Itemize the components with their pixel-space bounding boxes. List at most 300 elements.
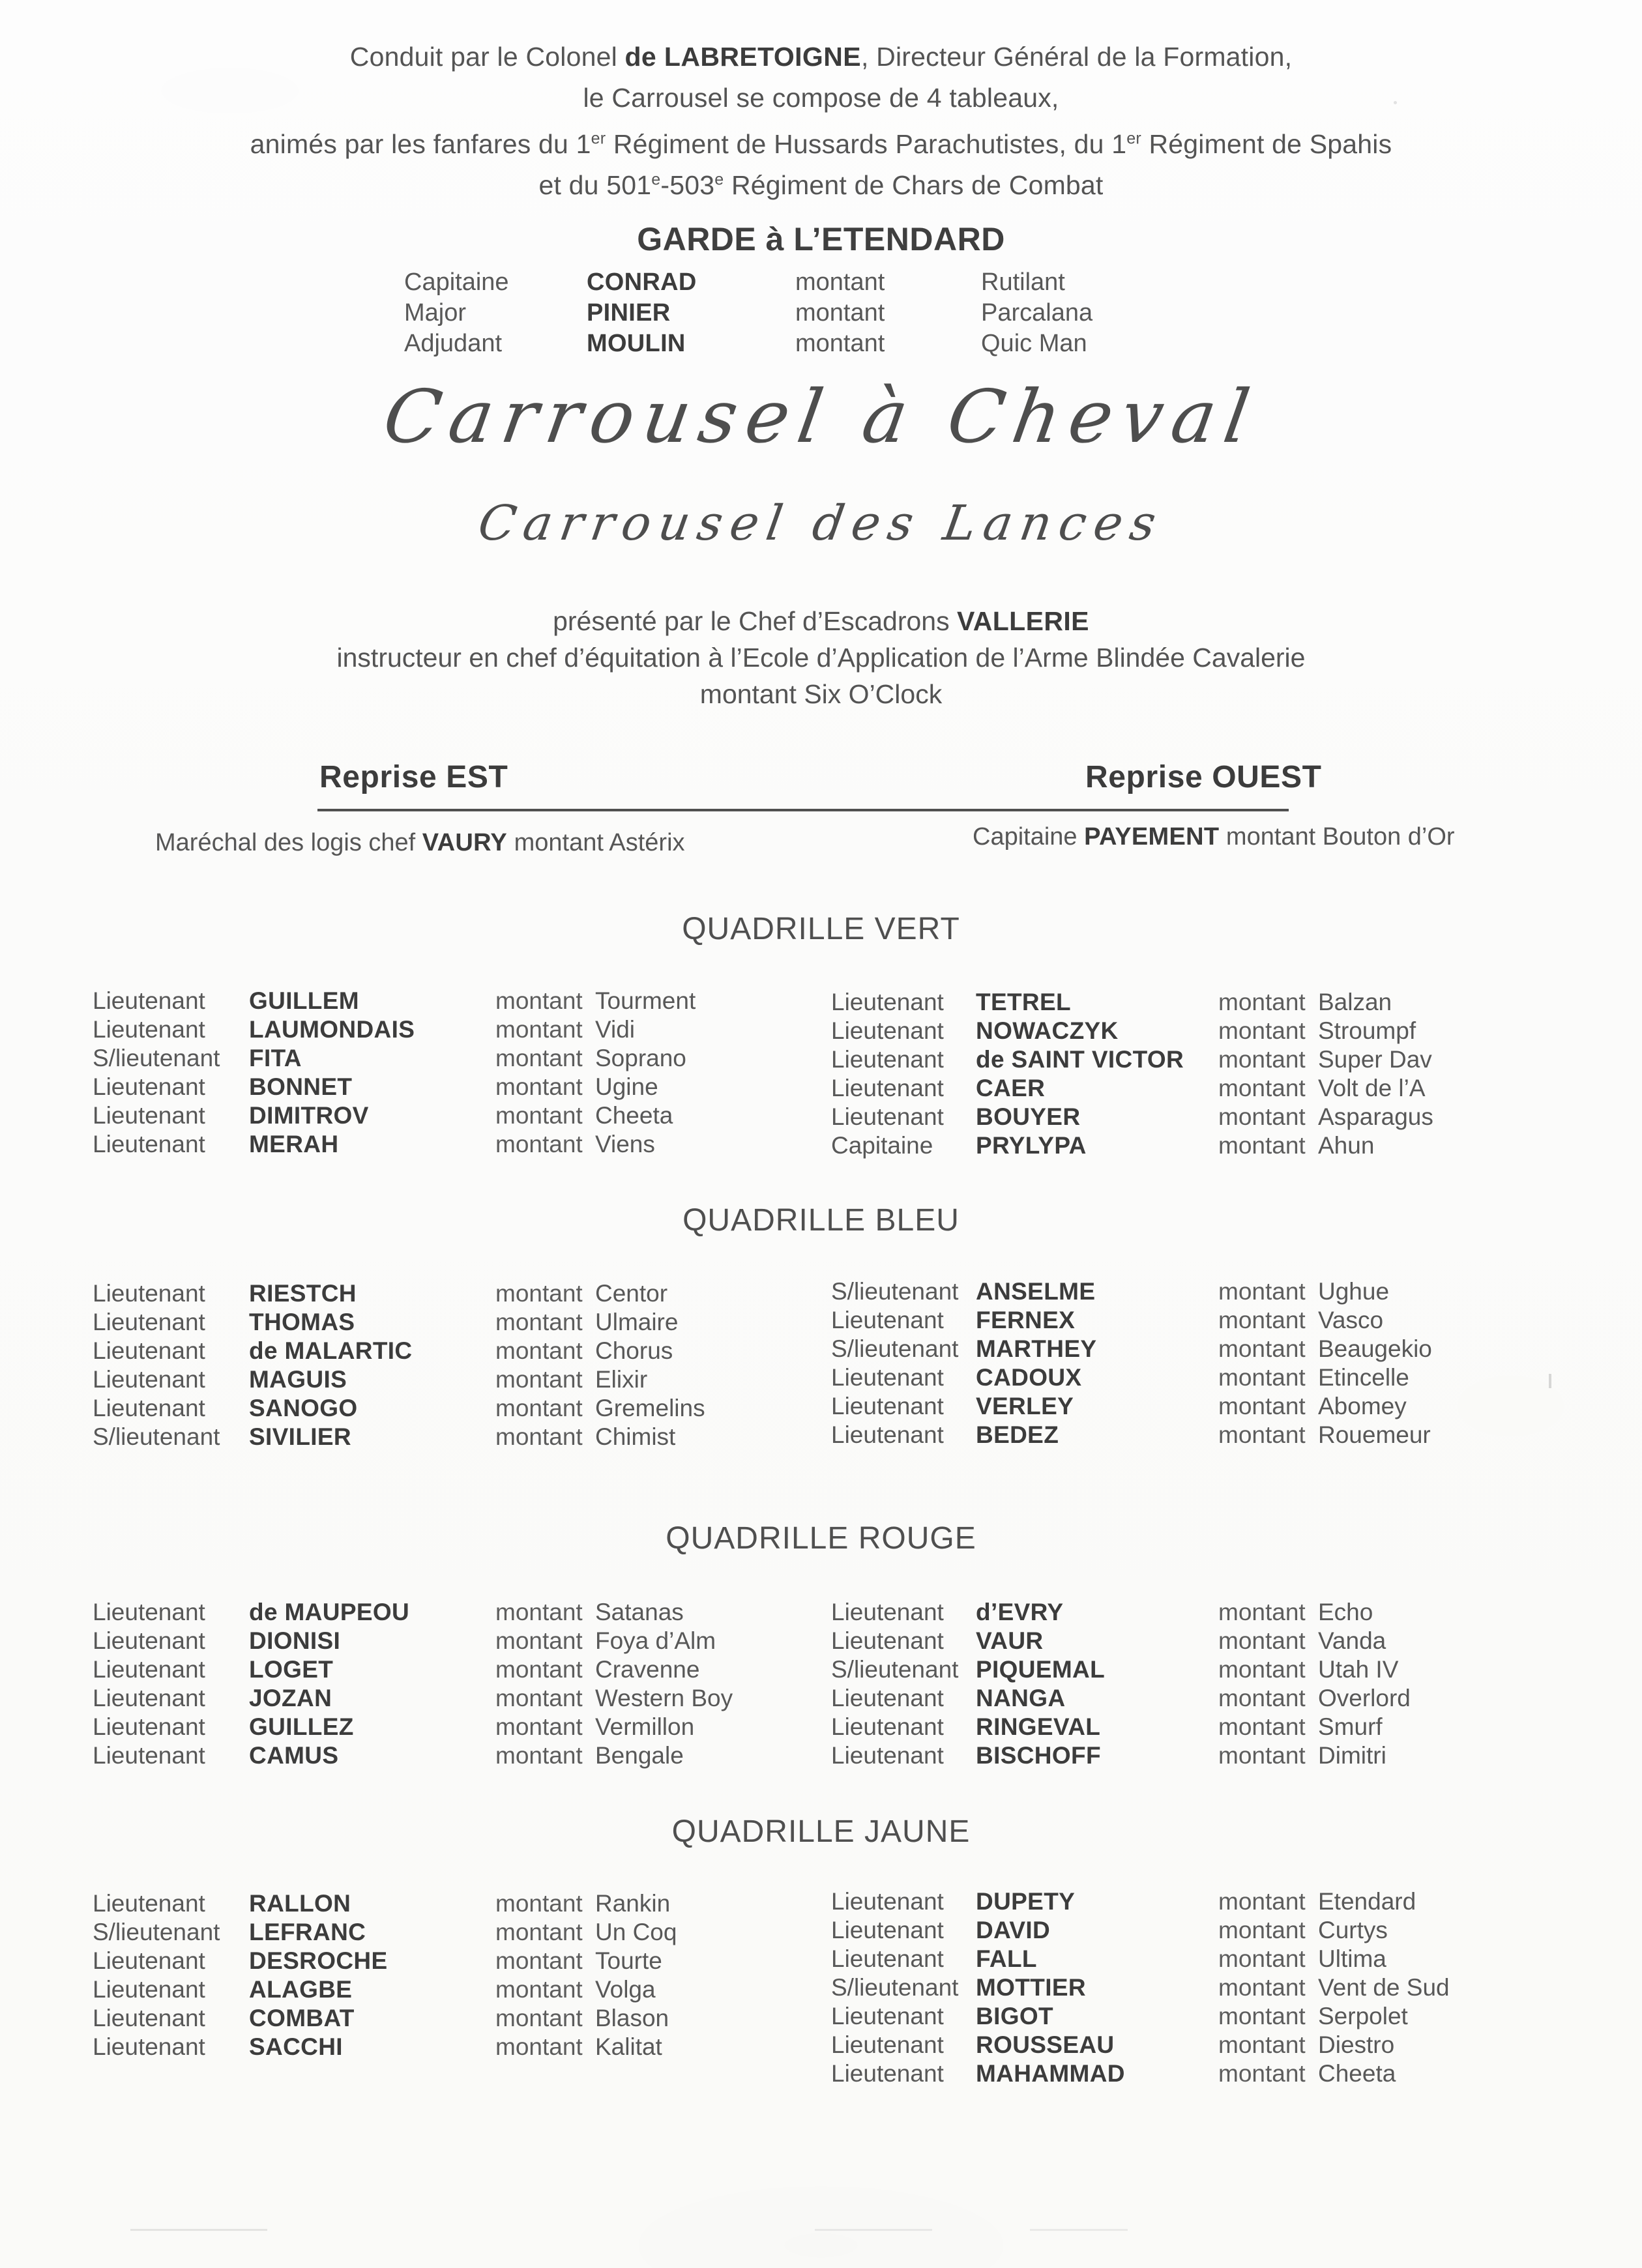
table-row: [831, 1363, 1432, 1392]
table-row: [404, 328, 1196, 359]
name-cell: NOWACZYK: [976, 1017, 1119, 1044]
rank-cell: S/lieutenant: [831, 1656, 959, 1683]
horse-cell: Utah IV: [1318, 1656, 1399, 1683]
horse-cell: Volga: [595, 1976, 656, 2003]
horse-cell: Un Coq: [595, 1919, 677, 1945]
horse-cell: Tourment: [595, 987, 696, 1014]
name-cell: CADOUX: [976, 1364, 1082, 1391]
horse-cell: Soprano: [595, 1045, 686, 1071]
rank-cell: Lieutenant: [93, 1102, 205, 1129]
horse-cell: Cheeta: [1318, 2060, 1396, 2087]
horse-cell: Centor: [595, 1280, 668, 1307]
intro-line-4-a: et du 501: [538, 170, 652, 200]
montant-cell: montant: [495, 1656, 583, 1683]
rank-cell: Lieutenant: [831, 1713, 944, 1740]
table-row: [93, 2033, 677, 2061]
rank-cell: Lieutenant: [831, 1945, 944, 1972]
horse-cell: Western Boy: [595, 1685, 733, 1711]
montant-cell: montant: [1218, 1132, 1306, 1159]
name-cell: d’EVRY: [976, 1599, 1064, 1625]
name-cell: NANGA: [976, 1685, 1066, 1711]
rank-cell: Lieutenant: [831, 1017, 944, 1044]
montant-cell: montant: [495, 2033, 583, 2060]
rank-cell: Lieutenant: [831, 1742, 944, 1769]
name-cell: FITA: [249, 1045, 302, 1071]
garde-etendard-table: [404, 267, 1196, 359]
montant-cell: montant: [1218, 1917, 1306, 1943]
intro-line-4-c: Régiment de Chars de Combat: [724, 170, 1104, 200]
quadrille-bleu-right-column: [831, 1277, 1432, 1449]
montant-cell: montant: [1218, 1364, 1306, 1391]
table-row: [93, 1044, 696, 1073]
rank-cell: Lieutenant: [831, 2003, 944, 2029]
table-row: [93, 1684, 733, 1713]
chef-est-name: VAURY: [422, 829, 508, 856]
montant-cell: montant: [495, 1947, 583, 1974]
name-cell: THOMAS: [249, 1309, 355, 1335]
montant-cell: montant: [1218, 1421, 1306, 1448]
rank-cell: Lieutenant: [831, 1685, 944, 1711]
name-cell: CONRAD: [587, 269, 697, 296]
name-cell: DIONISI: [249, 1627, 341, 1654]
name-cell: BEDEZ: [976, 1421, 1059, 1448]
scan-artifact: [1549, 1374, 1551, 1388]
horse-cell: Beaugekio: [1318, 1335, 1432, 1362]
reprise-est-chef: [155, 829, 685, 857]
montant-cell: montant: [1218, 1599, 1306, 1625]
scan-artifact: [1394, 101, 1397, 104]
rank-cell: Capitaine: [831, 1132, 933, 1159]
horse-cell: Super Dav: [1318, 1046, 1432, 1073]
table-row: [93, 1365, 705, 1394]
horse-cell: Vent de Sud: [1318, 1974, 1450, 2001]
rank-cell: Lieutenant: [93, 1073, 205, 1100]
intro-line-1: [0, 36, 1642, 78]
table-row: [93, 2004, 677, 2033]
table-row: [93, 1015, 696, 1044]
montant-cell: montant: [1218, 1307, 1306, 1333]
table-row: [831, 1627, 1411, 1655]
table-row: [93, 1394, 705, 1423]
name-cell: MOTTIER: [976, 1974, 1086, 2001]
quadrille-vert-left-column: [93, 987, 696, 1159]
horse-cell: Foya d’Alm: [595, 1627, 716, 1654]
table-row: [93, 1918, 677, 1947]
table-row: [831, 1392, 1432, 1421]
table-row: [93, 1947, 677, 1975]
horse-cell: Etincelle: [1318, 1364, 1409, 1391]
ordinal-e-1: e: [651, 170, 661, 189]
horse-cell: Etendard: [1318, 1888, 1416, 1915]
horse-cell: Elixir: [595, 1366, 648, 1393]
rank-cell: Lieutenant: [93, 1309, 205, 1335]
rank-cell: S/lieutenant: [93, 1423, 220, 1450]
name-cell: VERLEY: [976, 1393, 1074, 1419]
rank-cell: Lieutenant: [93, 1627, 205, 1654]
montant-cell: montant: [495, 1280, 583, 1307]
horse-cell: Ughue: [1318, 1278, 1390, 1305]
table-row: [93, 1130, 696, 1159]
name-cell: DESROCHE: [249, 1947, 388, 1974]
name-cell: LOGET: [249, 1656, 334, 1683]
rank-cell: Lieutenant: [93, 1395, 205, 1421]
table-row: [831, 1887, 1450, 1916]
rank-cell: Lieutenant: [831, 2060, 944, 2087]
montant-cell: montant: [1218, 1393, 1306, 1419]
horse-cell: Dimitri: [1318, 1742, 1386, 1769]
quadrille-jaune-right-column: [831, 1887, 1450, 2088]
montant-cell: montant: [795, 299, 885, 327]
rank-cell: Lieutenant: [831, 1393, 944, 1419]
table-row: [93, 1627, 733, 1655]
chef-ouest-prefix: Capitaine: [973, 823, 1085, 850]
sub-title-script: Carrousel des Lances: [474, 495, 1168, 551]
name-cell: LEFRANC: [249, 1919, 366, 1945]
table-row: [831, 1131, 1433, 1160]
horse-cell: Gremelins: [595, 1395, 705, 1421]
rank-cell: Lieutenant: [831, 1103, 944, 1130]
rank-cell: Lieutenant: [93, 1947, 205, 1974]
main-title-script: Carrousel à Cheval: [377, 375, 1265, 459]
rank-cell: Lieutenant: [93, 2033, 205, 2060]
name-cell: PRYLYPA: [976, 1132, 1087, 1159]
montant-cell: montant: [495, 1423, 583, 1450]
reprise-underline-rule: [317, 809, 1289, 811]
horse-cell: Bengale: [595, 1742, 684, 1769]
table-row: [831, 2031, 1450, 2059]
quadrille-rouge-title: QUADRILLE ROUGE: [666, 1521, 976, 1556]
rank-cell: Lieutenant: [93, 1713, 205, 1740]
montant-cell: montant: [495, 1131, 583, 1157]
name-cell: PINIER: [587, 299, 671, 327]
reprise-ouest-heading: Reprise OUEST: [1085, 760, 1322, 794]
rank-cell: Lieutenant: [93, 1366, 205, 1393]
montant-cell: montant: [495, 1366, 583, 1393]
montant-cell: montant: [1218, 2031, 1306, 2058]
horse-cell: Chorus: [595, 1337, 673, 1364]
name-cell: MARTHEY: [976, 1335, 1097, 1362]
rank-cell: Lieutenant: [93, 1890, 205, 1917]
quadrille-vert-title: QUADRILLE VERT: [682, 912, 960, 946]
quadrille-bleu-title: QUADRILLE BLEU: [682, 1203, 960, 1238]
table-row: [831, 1277, 1432, 1306]
horse-cell: Cheeta: [595, 1102, 673, 1129]
name-cell: SIVILIER: [249, 1423, 351, 1450]
scan-artifact: [815, 2229, 932, 2231]
rank-cell: Lieutenant: [831, 989, 944, 1015]
intro-line-1-suffix: , Directeur Général de la Formation,: [860, 42, 1293, 72]
rank-cell: Lieutenant: [93, 987, 205, 1014]
reprise-est-heading: Reprise EST: [319, 760, 508, 794]
table-row: [93, 1308, 705, 1337]
rank-cell: Lieutenant: [831, 1307, 944, 1333]
montant-cell: montant: [1218, 2060, 1306, 2087]
horse-cell: Asparagus: [1318, 1103, 1433, 1130]
name-cell: BONNET: [249, 1073, 353, 1100]
rank-cell: Lieutenant: [831, 1888, 944, 1915]
horse-cell: Balzan: [1318, 989, 1392, 1015]
table-row: [404, 267, 1196, 298]
montant-cell: montant: [495, 1742, 583, 1769]
colonel-name: de LABRETOIGNE: [624, 42, 861, 72]
rank-cell: Lieutenant: [831, 2031, 944, 2058]
chef-ouest-suffix: montant Bouton d’Or: [1219, 823, 1455, 850]
rank-cell: Lieutenant: [831, 1627, 944, 1654]
horse-cell: Viens: [595, 1131, 655, 1157]
table-row: [831, 1945, 1450, 1973]
chef-ouest-name: PAYEMENT: [1084, 823, 1220, 850]
presenter-line-3: montant Six O’Clock: [699, 679, 943, 709]
quadrille-jaune-left-column: [93, 1889, 677, 2061]
horse-cell: Vanda: [1318, 1627, 1386, 1654]
montant-cell: montant: [1218, 989, 1306, 1015]
rank-cell: Major: [404, 299, 467, 327]
rank-cell: Lieutenant: [831, 1364, 944, 1391]
montant-cell: montant: [495, 1627, 583, 1654]
montant-cell: montant: [495, 987, 583, 1014]
rank-cell: Lieutenant: [831, 1046, 944, 1073]
table-row: [831, 1973, 1450, 2002]
reprise-ouest-chef: [973, 823, 1455, 851]
table-row: [831, 988, 1433, 1017]
name-cell: COMBAT: [249, 2005, 355, 2031]
name-cell: RIESTCH: [249, 1280, 357, 1307]
table-row: [93, 1423, 705, 1451]
ordinal-er-1: er: [591, 129, 606, 148]
montant-cell: montant: [1218, 1888, 1306, 1915]
name-cell: DUPETY: [976, 1888, 1076, 1915]
intro-line-1-prefix: Conduit par le Colonel: [349, 42, 625, 72]
intro-line-3-c: Régiment de Spahis: [1141, 129, 1392, 159]
horse-cell: Satanas: [595, 1599, 684, 1625]
intro-line-3-b: Régiment de Hussards Parachutistes, du 1: [606, 129, 1127, 159]
rank-cell: S/lieutenant: [831, 1278, 959, 1305]
table-row: [831, 1017, 1433, 1045]
table-row: [831, 1655, 1411, 1684]
montant-cell: montant: [495, 1045, 583, 1071]
name-cell: GUILLEZ: [249, 1713, 354, 1740]
montant-cell: montant: [1218, 1046, 1306, 1073]
rank-cell: S/lieutenant: [93, 1045, 220, 1071]
name-cell: DIMITROV: [249, 1102, 369, 1129]
montant-cell: montant: [495, 1016, 583, 1043]
horse-cell: Echo: [1318, 1599, 1373, 1625]
horse-cell: Curtys: [1318, 1917, 1388, 1943]
horse-cell: Ugine: [595, 1073, 658, 1100]
montant-cell: montant: [495, 1599, 583, 1625]
horse-cell: Rankin: [595, 1890, 671, 1917]
table-row: [831, 1741, 1411, 1770]
montant-cell: montant: [495, 1890, 583, 1917]
montant-cell: montant: [495, 1685, 583, 1711]
ordinal-e-2: e: [714, 170, 724, 189]
name-cell: MAHAMMAD: [976, 2060, 1125, 2087]
horse-cell: Ulmaire: [595, 1309, 679, 1335]
name-cell: ALAGBE: [249, 1976, 353, 2003]
name-cell: BIGOT: [976, 2003, 1053, 2029]
montant-cell: montant: [1218, 1713, 1306, 1740]
rank-cell: Lieutenant: [93, 1742, 205, 1769]
table-row: [831, 1684, 1411, 1713]
table-row: [404, 298, 1196, 328]
table-row: [93, 1279, 705, 1308]
montant-cell: montant: [495, 1309, 583, 1335]
intro-line-4-b: -503: [660, 170, 715, 200]
name-cell: ANSELME: [976, 1278, 1096, 1305]
horse-cell: Quic Man: [981, 330, 1087, 357]
table-row: [831, 2059, 1450, 2088]
table-row: [93, 987, 696, 1015]
chef-est-suffix: montant Astérix: [507, 829, 685, 856]
rank-cell: Lieutenant: [93, 1599, 205, 1625]
horse-cell: Kalitat: [595, 2033, 662, 2060]
name-cell: MOULIN: [587, 330, 686, 357]
montant-cell: montant: [1218, 2003, 1306, 2029]
table-row: [93, 1073, 696, 1101]
montant-cell: montant: [495, 1337, 583, 1364]
horse-cell: Overlord: [1318, 1685, 1411, 1711]
intro-line-3-a: animés par les fanfares du 1: [250, 129, 591, 159]
rank-cell: Capitaine: [404, 269, 509, 296]
horse-cell: Vasco: [1318, 1307, 1384, 1333]
quadrille-vert-right-column: [831, 988, 1433, 1160]
table-row: [93, 1975, 677, 2004]
name-cell: BISCHOFF: [976, 1742, 1101, 1769]
table-row: [831, 1074, 1433, 1103]
name-cell: CAMUS: [249, 1742, 339, 1769]
horse-cell: Volt de l’A: [1318, 1075, 1426, 1101]
name-cell: VAUR: [976, 1627, 1044, 1654]
montant-cell: montant: [495, 1713, 583, 1740]
horse-cell: Tourte: [595, 1947, 662, 1974]
rank-cell: Lieutenant: [831, 1421, 944, 1448]
presenter-line-2: instructeur en chef d’équitation à l’Ecole d’Application de l’Arme Blindée Cavalerie: [336, 643, 1306, 673]
name-cell: MERAH: [249, 1131, 339, 1157]
horse-cell: Stroumpf: [1318, 1017, 1416, 1044]
rank-cell: S/lieutenant: [93, 1919, 220, 1945]
horse-cell: Chimist: [595, 1423, 676, 1450]
name-cell: PIQUEMAL: [976, 1656, 1106, 1683]
montant-cell: montant: [1218, 1685, 1306, 1711]
name-cell: SANOGO: [249, 1395, 358, 1421]
name-cell: FERNEX: [976, 1307, 1076, 1333]
horse-cell: Abomey: [1318, 1393, 1407, 1419]
table-row: [93, 1741, 733, 1770]
name-cell: ROUSSEAU: [976, 2031, 1115, 2058]
rank-cell: Lieutenant: [93, 1685, 205, 1711]
horse-cell: Cravenne: [595, 1656, 700, 1683]
name-cell: RINGEVAL: [976, 1713, 1101, 1740]
name-cell: GUILLEM: [249, 987, 359, 1014]
rank-cell: Lieutenant: [93, 2005, 205, 2031]
intro-line-4: [0, 165, 1642, 206]
horse-cell: Parcalana: [981, 299, 1093, 327]
horse-cell: Blason: [595, 2005, 669, 2031]
horse-cell: Smurf: [1318, 1713, 1383, 1740]
quadrille-bleu-left-column: [93, 1279, 705, 1451]
name-cell: DAVID: [976, 1917, 1051, 1943]
montant-cell: montant: [1218, 1017, 1306, 1044]
table-row: [93, 1889, 677, 1918]
horse-cell: Ahun: [1318, 1132, 1375, 1159]
montant-cell: montant: [495, 1102, 583, 1129]
table-row: [93, 1713, 733, 1741]
name-cell: de SAINT VICTOR: [976, 1046, 1184, 1073]
rank-cell: Lieutenant: [93, 1337, 205, 1364]
table-row: [93, 1101, 696, 1130]
rank-cell: S/lieutenant: [831, 1974, 959, 2001]
scan-artifact: [1030, 2229, 1128, 2231]
table-row: [93, 1655, 733, 1684]
rank-cell: Lieutenant: [93, 1280, 205, 1307]
rank-cell: Lieutenant: [93, 1656, 205, 1683]
montant-cell: montant: [1218, 1742, 1306, 1769]
montant-cell: montant: [1218, 1278, 1306, 1305]
rank-cell: Lieutenant: [93, 1016, 205, 1043]
quadrille-rouge-left-column: [93, 1598, 733, 1770]
table-row: [831, 1306, 1432, 1335]
ordinal-er-2: er: [1126, 129, 1141, 148]
horse-cell: Rutilant: [981, 269, 1065, 296]
table-row: [831, 1598, 1411, 1627]
name-cell: CAER: [976, 1075, 1046, 1101]
table-row: [93, 1598, 733, 1627]
name-cell: LAUMONDAIS: [249, 1016, 415, 1043]
presenter-prefix: présenté par le Chef d’Escadrons: [553, 606, 957, 636]
montant-cell: montant: [1218, 1656, 1306, 1683]
montant-cell: montant: [1218, 1335, 1306, 1362]
montant-cell: montant: [1218, 1075, 1306, 1101]
montant-cell: montant: [495, 2005, 583, 2031]
name-cell: TETREL: [976, 989, 1071, 1015]
rank-cell: Lieutenant: [831, 1599, 944, 1625]
name-cell: RALLON: [249, 1890, 351, 1917]
montant-cell: montant: [1218, 1945, 1306, 1972]
montant-cell: montant: [1218, 1627, 1306, 1654]
horse-cell: Rouemeur: [1318, 1421, 1431, 1448]
table-row: [831, 1335, 1432, 1363]
intro-line-3: [0, 124, 1642, 165]
chef-est-prefix: Maréchal des logis chef: [155, 829, 422, 856]
table-row: [93, 1337, 705, 1365]
rank-cell: Lieutenant: [831, 1075, 944, 1101]
horse-cell: Serpolet: [1318, 2003, 1408, 2029]
quadrille-rouge-right-column: [831, 1598, 1411, 1770]
name-cell: JOZAN: [249, 1685, 332, 1711]
horse-cell: Ultima: [1318, 1945, 1386, 1972]
horse-cell: Vidi: [595, 1016, 636, 1043]
table-row: [831, 1916, 1450, 1945]
table-row: [831, 2002, 1450, 2031]
montant-cell: montant: [495, 1073, 583, 1100]
montant-cell: montant: [1218, 1103, 1306, 1130]
table-row: [831, 1421, 1432, 1449]
montant-cell: montant: [795, 269, 885, 296]
name-cell: MAGUIS: [249, 1366, 347, 1393]
table-row: [831, 1045, 1433, 1074]
name-cell: de MAUPEOU: [249, 1599, 410, 1625]
intro-line-2: le Carrousel se compose de 4 tableaux,: [583, 83, 1059, 113]
rank-cell: Adjudant: [404, 330, 503, 357]
montant-cell: montant: [495, 1395, 583, 1421]
montant-cell: montant: [495, 1976, 583, 2003]
rank-cell: Lieutenant: [93, 1131, 205, 1157]
horse-cell: Diestro: [1318, 2031, 1395, 2058]
name-cell: FALL: [976, 1945, 1037, 1972]
montant-cell: montant: [495, 1919, 583, 1945]
presenter-line-1: [0, 603, 1642, 639]
presenter-name: VALLERIE: [957, 606, 1089, 636]
